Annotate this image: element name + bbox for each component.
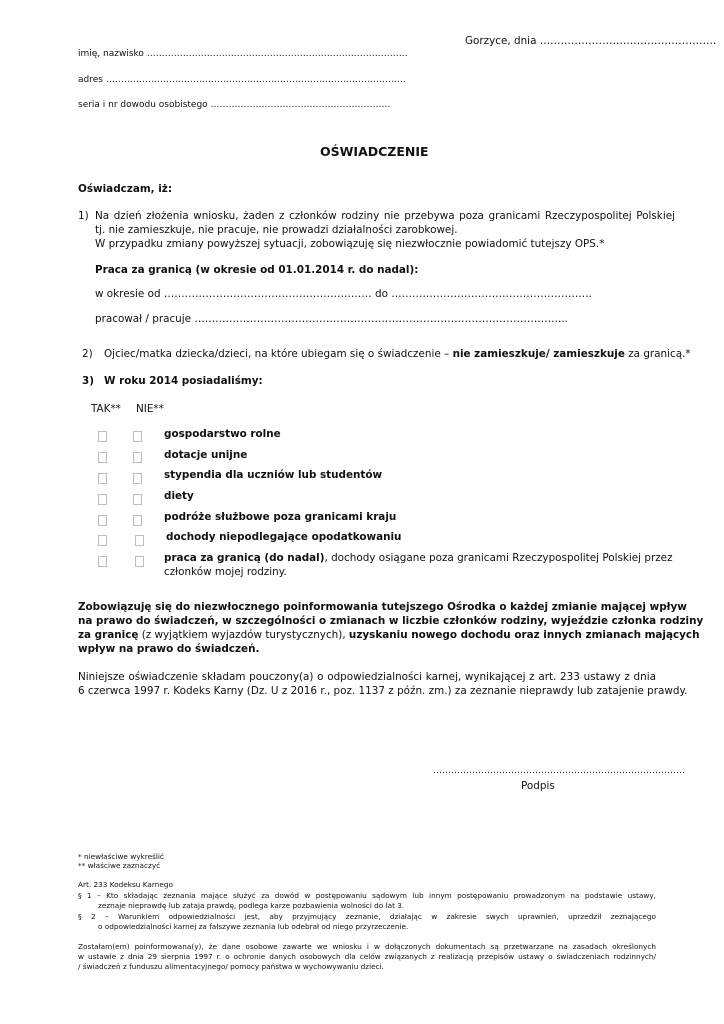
obligation-l3-bold2: uzyskaniu nowego dochodu oraz innych zmianach mających xyxy=(348,629,700,641)
intro-text: Oświadczam, iż: xyxy=(78,183,173,195)
article-p1-b: zeznaje nieprawdę lub zataja prawdę, podlega karze pozbawienia wolności do lat 3. xyxy=(98,901,405,910)
address-field-line[interactable]: adres ………………………………………………………………………………………. xyxy=(78,75,406,85)
option-label-7 xyxy=(164,552,673,564)
footnote-strike: * niewłaściwe wykreślić xyxy=(78,852,164,861)
statement-line-1: Niniejsze oświadczenie składam pouczony(a) o odpowiedzialności karnej, wynikającej z art. 233 ustawy z dnia xyxy=(78,671,656,683)
checkbox-no-4[interactable] xyxy=(133,489,142,508)
option-label-6: dochody niepodlegające opodatkowaniu xyxy=(166,531,402,543)
checkbox-no-2[interactable] xyxy=(133,447,142,466)
article-p2-a: § 2 – Warunkiem odpowiedzialności jest, aby przyjmujący zeznanie, działając w zakresie swych uprawnień, uprzedził zeznającego xyxy=(78,912,656,921)
option-label-7-line2: członków mojej rodziny. xyxy=(164,566,287,578)
checkbox-no-5[interactable] xyxy=(133,510,142,529)
checkbox-yes-5[interactable] xyxy=(98,510,107,529)
checkbox-yes-3[interactable] xyxy=(98,468,107,487)
worked-field-line[interactable]: pracował / pracuje ……………………………………………………………………………………………... xyxy=(95,313,568,325)
checkbox-yes-2[interactable] xyxy=(98,447,107,466)
checkbox-no-3[interactable] xyxy=(133,468,142,487)
checkbox-yes-6[interactable] xyxy=(98,530,107,549)
option-label-3: stypendia dla uczniów lub studentów xyxy=(164,469,383,481)
article-p1-a: § 1 – Kto składając zeznania mające służyć za dowód w postępowaniu sądowym lub innym postępowaniu prowadzonym na podstawie ustawy, xyxy=(78,891,656,900)
abroad-work-heading: Praca za granicą (w okresie od 01.01.2014 r. do nadal): xyxy=(95,264,419,276)
obligation-line-2: na prawo do świadczeń, w szczególności o zmianach w liczbie członków rodziny, wyjeździe członka rodziny xyxy=(78,615,704,627)
checkbox-yes-1[interactable] xyxy=(98,426,107,445)
item2-text-after: za granicą.* xyxy=(624,348,691,360)
name-field-line[interactable]: imię, nazwisko …………………………………………………………………………… xyxy=(78,49,408,59)
option-label-7-bold: praca za granicą (do nadal) xyxy=(164,552,325,564)
article-title: Art. 233 Kodeksu Karnego xyxy=(78,880,173,889)
footnote-mark: ** właściwe zaznaczyć xyxy=(78,861,161,870)
consent-line-2: w ustawie z dnia 29 sierpnia 1997 r. o ochronie danych osobowych dla celów związanych z realizacją przepisów ustawy o świadczeniach rodzinnych/ xyxy=(78,952,656,961)
item1-number: 1) xyxy=(78,210,89,222)
option-label-5: podróże służbowe poza granicami kraju xyxy=(164,511,397,523)
option-label-4: diety xyxy=(164,490,194,502)
option-label-7-rest: , dochody osiągane poza granicami Rzeczypospolitej Polskiej przez xyxy=(324,552,673,564)
item2-text xyxy=(104,348,691,360)
checkbox-yes-7[interactable] xyxy=(98,551,107,570)
checkbox-no-1[interactable] xyxy=(133,426,142,445)
obligation-l3-bold: za granicę xyxy=(78,629,139,641)
consent-line-3: / świadczeń z funduszu alimentacyjnego/ pomocy państwa w wychowywaniu dzieci. xyxy=(78,962,384,971)
consent-line-1: Zostałam(em) poinformowana(y), że dane osobowe zawarte we wniosku i w dołączonych dokumentach są przetwarzane na zasadach określonych xyxy=(78,942,656,951)
obligation-l3-normal: (z wyjątkiem wyjazdów turystycznych), xyxy=(138,629,349,641)
article-p2-b: o odpowiedzialności karnej za fałszywe zeznania lub odebrał od niego przyrzeczenie. xyxy=(98,922,409,931)
item2-text-before: Ojciec/matka dziecka/dzieci, na które ubiegam się o świadczenie – xyxy=(104,348,453,360)
item1-text-a: Na dzień złożenia wniosku, żaden z członków rodziny nie przebywa poza granicami Rzeczypospolitej Polskiej xyxy=(95,210,675,222)
period-field-line[interactable]: w okresie od …………………………………………………… do …………………………………………………. xyxy=(95,288,592,300)
column-yes-header: TAK** xyxy=(91,403,121,415)
signature-label: Podpis xyxy=(521,780,555,792)
id-field-line[interactable]: seria i nr dowodu osobistego …………………………………………………… xyxy=(78,100,391,110)
option-label-2: dotacje unijne xyxy=(164,449,248,461)
item1-text-c: W przypadku zmiany powyższej sytuacji, zobowiązuję się niezwłocznie powiadomić tutejszy OPS.* xyxy=(95,238,605,250)
checkbox-no-7[interactable] xyxy=(135,551,144,570)
obligation-line-3 xyxy=(78,629,700,641)
obligation-line-1: Zobowiązuję się do niezwłocznego poinformowania tutejszego Ośrodka o każdej zmianie mającej wpływ xyxy=(78,601,687,613)
date-line[interactable]: Gorzyce, dnia …………………………………………… xyxy=(465,35,717,47)
item3-heading: W roku 2014 posiadaliśmy: xyxy=(104,375,263,387)
signature-line[interactable]: ………………………………………………………………………… xyxy=(433,766,685,776)
checkbox-yes-4[interactable] xyxy=(98,489,107,508)
statement-line-2: 6 czerwca 1997 r. Kodeks Karny (Dz. U z 2016 r., poz. 1137 z późn. zm.) za zeznanie nieprawdy lub zatajenie prawdy. xyxy=(78,685,688,697)
column-no-header: NIE** xyxy=(136,403,164,415)
item2-option[interactable]: nie zamieszkuje/ zamieszkuje xyxy=(452,348,625,360)
checkbox-no-6[interactable] xyxy=(135,530,144,549)
page-title: OŚWIADCZENIE xyxy=(320,144,429,159)
item2-number: 2) xyxy=(82,348,93,360)
obligation-line-4: wpływ na prawo do świadczeń. xyxy=(78,643,260,655)
option-label-1: gospodarstwo rolne xyxy=(164,428,281,440)
item1-text-b: tj. nie zamieszkuje, nie pracuje, nie prowadzi działalności zarobkowej. xyxy=(95,224,458,236)
item3-number: 3) xyxy=(82,375,94,387)
